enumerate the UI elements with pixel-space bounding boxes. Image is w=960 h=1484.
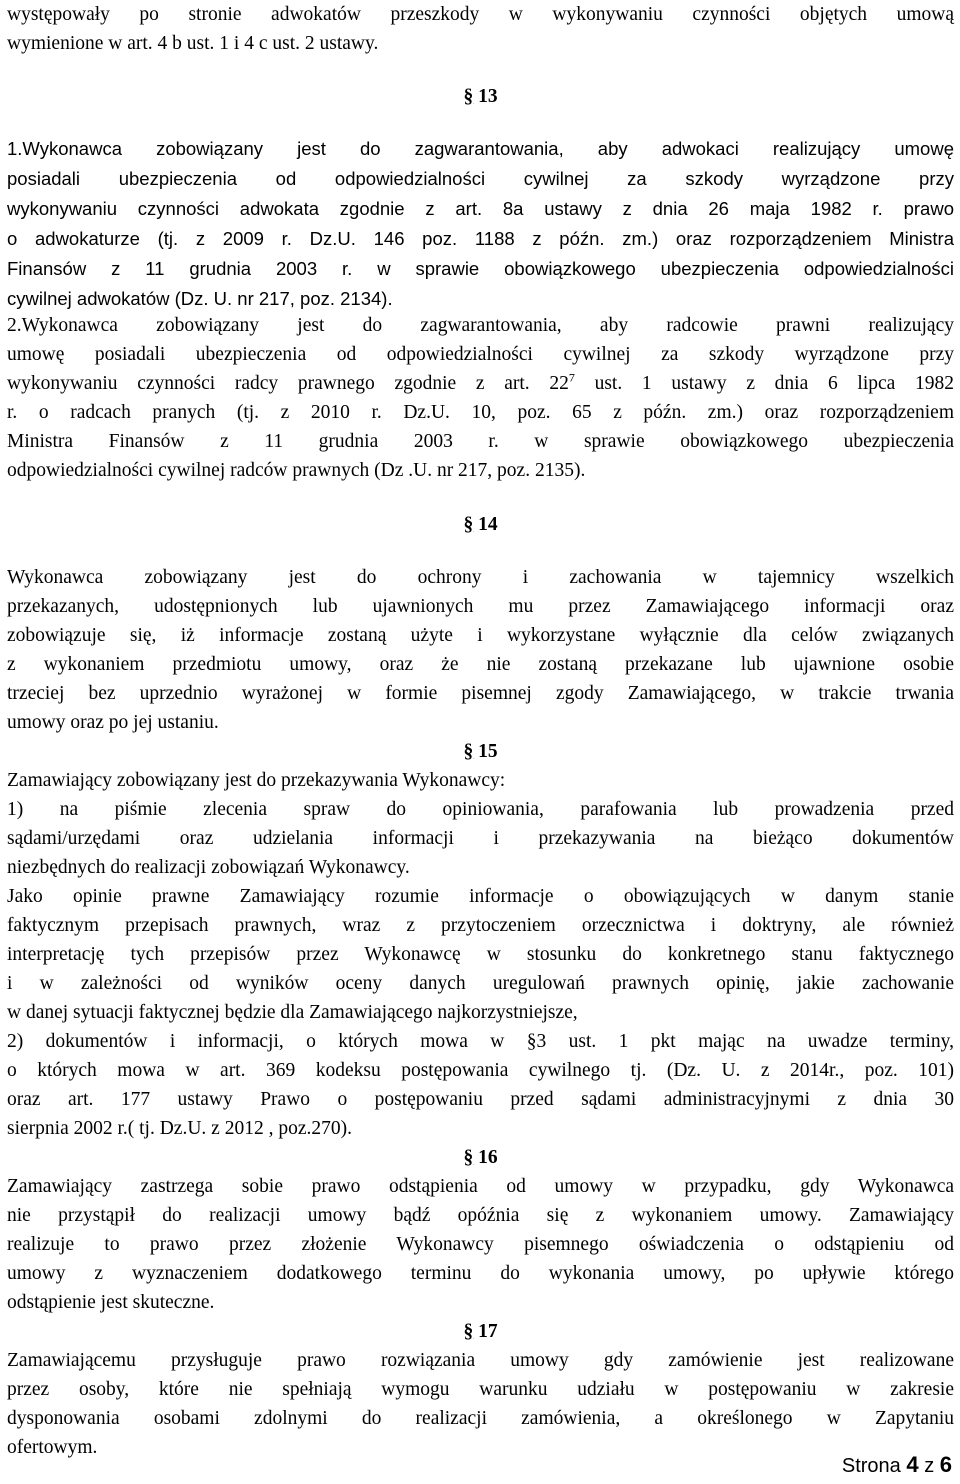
text-line: 2) dokumentów i informacji, o których mowa w §3 ust. 1 pkt mając na uwadze terminy, (7, 1031, 954, 1052)
text-line: odpowiedzialności cywilnej radców prawnych (Dz .U. nr 217, poz. 2135). (7, 460, 586, 481)
section-heading-16 (7, 1143, 954, 1172)
text-line: umowę posiadali ubezpieczenia od odpowiedzialności cywilnej za szkody wyrządzone przy (7, 344, 954, 365)
text-line: sądami/urzędami oraz udzielania informacji i przekazywania na bieżąco dokumentów (7, 828, 954, 849)
text-line: niezbędnych do realizacji zobowiązań Wykonawcy. (7, 857, 410, 878)
section-symbol: § (463, 514, 474, 535)
text-line: ofertowym. (7, 1437, 98, 1458)
text-line: 1.Wykonawca zobowiązany jest do zagwarantowania, aby adwokaci realizujący umowę (7, 138, 954, 159)
text-line: Zamawiający zobowiązany jest do przekazywania Wykonawcy: (7, 770, 506, 791)
section-symbol: § (463, 741, 474, 762)
section-number: 15 (478, 741, 498, 762)
text-line: wykonywaniu czynności adwokata zgodnie z art. 8a ustawy z dnia 26 maja 1982 r. prawo (7, 198, 954, 219)
text-line: Zamawiający zastrzega sobie prawo odstąpienia od umowy w przypadku, gdy Wykonawca (7, 1176, 954, 1197)
section-symbol: § (463, 86, 474, 107)
text-line: Ministra Finansów z 11 grudnia 2003 r. w sprawie obowiązkowego ubezpieczenia (7, 431, 954, 452)
superscript: 7 (568, 370, 575, 385)
section-heading-15 (7, 737, 954, 766)
footer-label: Strona (841, 1455, 901, 1477)
section-number: 13 (478, 86, 498, 107)
text-line: o których mowa w art. 369 kodeksu postępowania cywilnego tj. (Dz. U. z 2014r., poz. 101) (7, 1060, 954, 1081)
text-line: posiadali ubezpieczenia od odpowiedzialności cywilnej za szkody wyrządzone przy (7, 168, 954, 189)
footer-separator: z (924, 1455, 935, 1477)
text-line: Wykonawca zobowiązany jest do ochrony i zachowania w tajemnicy wszelkich (7, 567, 954, 588)
text-line: z wykonaniem przedmiotu umowy, oraz że nie zostaną przekazane lub ujawnione osobie (7, 654, 954, 675)
text-line: realizuje to prawo przez złożenie Wykonawcy pisemnego oświadczenia o odstąpieniu od (7, 1234, 954, 1255)
text-line: o adwokaturze (tj. z 2009 r. Dz.U. 146 poz. 1188 z późn. zm.) oraz rozporządzeniem Ministra (7, 228, 954, 249)
text-line: zobowiązuje się, iż informacje zostaną użyte i wykorzystane wyłącznie dla celów związanych (7, 625, 954, 646)
text-line: i w zależności od wyników oceny danych uregulowań prawnych opinię, jakie zachowanie (7, 973, 954, 994)
text-line: sierpnia 2002 r.( tj. Dz.U. z 2012 , poz.270). (7, 1118, 352, 1139)
footer-current-page: 4 (906, 1452, 919, 1477)
text-line: przez osoby, które nie spełniają wymogu warunku udziału w postępowaniu w zakresie (7, 1379, 954, 1400)
text-line: 1) na piśmie zlecenia spraw do opiniowania, parafowania lub prowadzenia przed (7, 799, 954, 820)
text-line: występowały po stronie adwokatów przeszkody w wykonywaniu czynności objętych umową (7, 4, 954, 25)
section-number: 14 (478, 514, 498, 535)
section-number: 17 (478, 1321, 498, 1342)
section-heading-17 (7, 1317, 954, 1346)
text-line: cywilnej adwokatów (Dz. U. nr 217, poz. 2134). (7, 288, 393, 309)
section-heading-14 (7, 510, 954, 539)
text-line: wymienione w art. 4 b ust. 1 i 4 c ust. 2 ustawy. (7, 33, 379, 54)
section-symbol: § (463, 1147, 474, 1168)
text-line: umowy oraz po jej ustaniu. (7, 712, 219, 733)
page-footer (842, 1452, 952, 1478)
text-line (7, 369, 954, 398)
text-line: Jako opinie prawne Zamawiający rozumie informacje o obowiązujących w danym stanie (7, 886, 954, 907)
text-line: faktycznym przepisach prawnych, wraz z przytoczeniem orzecznictwa i doktryny, ale również (7, 915, 954, 936)
text-line: r. o radcach pranych (tj. z 2010 r. Dz.U. 10, poz. 65 z późn. zm.) oraz rozporządzeniem (7, 402, 954, 423)
text-line: oraz art. 177 ustawy Prawo o postępowaniu przed sądami administracyjnymi z dnia 30 (7, 1089, 954, 1110)
text-line: nie przystąpił do realizacji umowy bądź opóźnia się z wykonaniem umowy. Zamawiający (7, 1205, 954, 1226)
section-number: 16 (478, 1147, 498, 1168)
text-line: dysponowania osobami zdolnymi do realizacji zamówienia, a określonego w Zapytaniu (7, 1408, 954, 1429)
text-line: Zamawiającemu przysługuje prawo rozwiązania umowy gdy zamówienie jest realizowane (7, 1350, 954, 1371)
text-line: interpretację tych przepisów przez Wykonawcę w stosunku do konkretnego stanu faktycznego (7, 944, 954, 965)
text-line: trzeciej bez uprzednio wyrażonej w formie pisemnej zgody Zamawiającego, w trakcie trwania (7, 683, 954, 704)
section-symbol: § (463, 1321, 474, 1342)
text-line: w danej sytuacji faktycznej będzie dla Zamawiającego najkorzystniejsze, (7, 1002, 578, 1023)
text-line: 2.Wykonawca zobowiązany jest do zagwarantowania, aby radcowie prawni realizujący (7, 315, 954, 336)
text-line: przekazanych, udostępnionych lub ujawnionych mu przez Zamawiającego informacji oraz (7, 596, 954, 617)
footer-total-pages: 6 (939, 1452, 952, 1477)
text-fragment: ust. 1 ustawy z dnia 6 lipca 1982 (574, 373, 954, 394)
text-line: Finansów z 11 grudnia 2003 r. w sprawie obowiązkowego ubezpieczenia odpowiedzialności (7, 258, 954, 279)
section-heading-13 (7, 82, 954, 111)
text-line: umowy z wyznaczeniem dodatkowego terminu do wykonania umowy, po upływie którego (7, 1263, 954, 1284)
text-fragment: wykonywaniu czynności radcy prawnego zgodnie z art. 22 (7, 373, 569, 394)
text-line: odstąpienie jest skuteczne. (7, 1292, 215, 1313)
